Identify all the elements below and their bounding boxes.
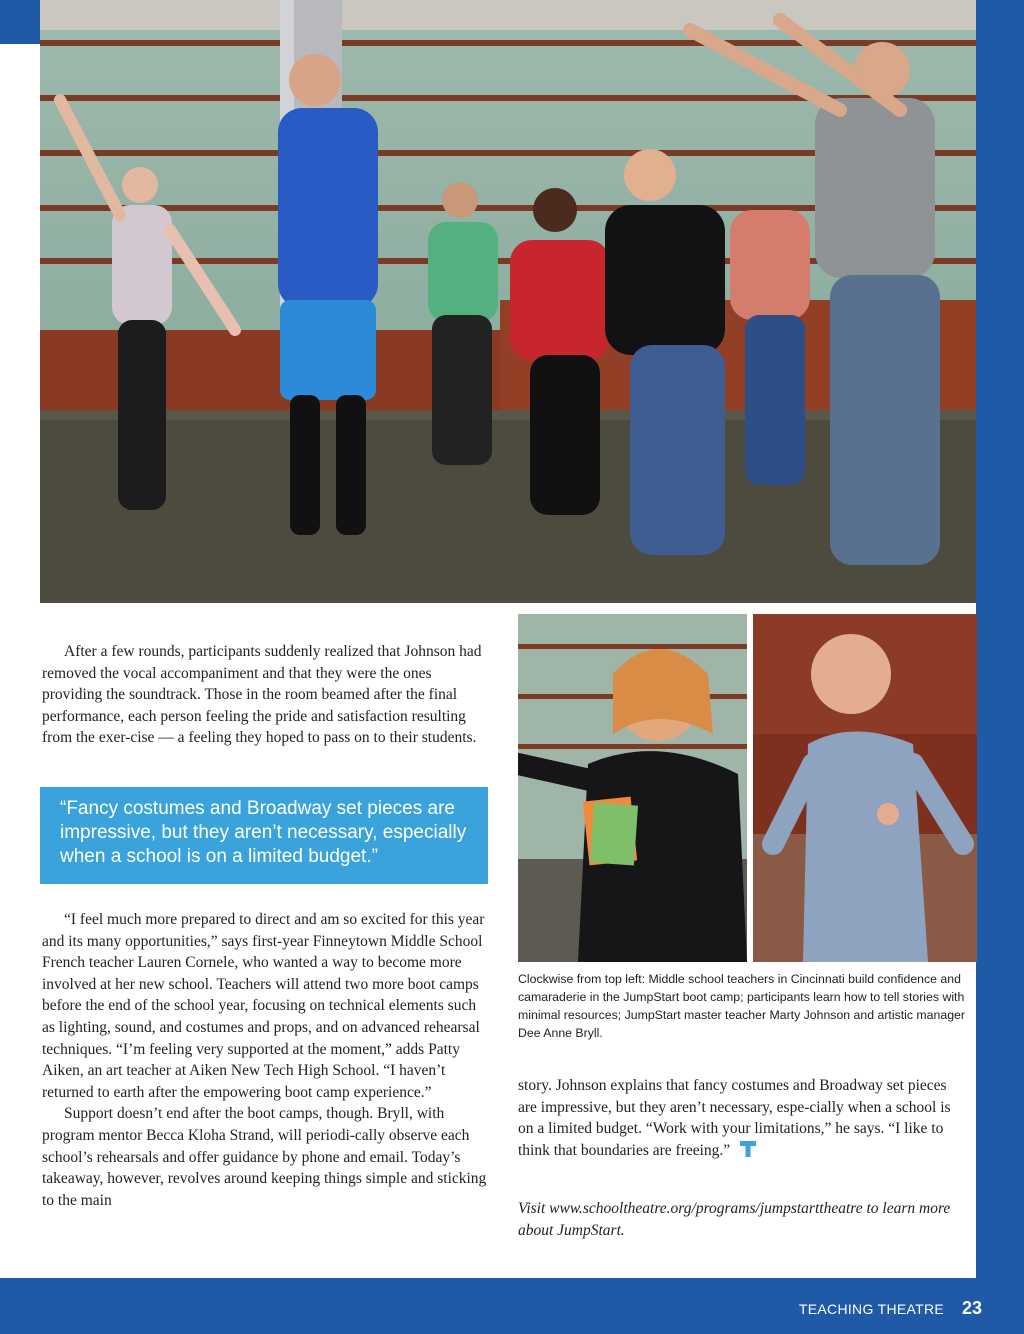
page-number: 23: [961, 1298, 982, 1318]
paragraph-text: “I feel much more prepared to direct and am so excited for this year and its many opportunities,” says first-year Finneytown Middle School French teacher Lauren Cornele, who wanted a way to become more involved at her new school. Teachers will attend two more boot camps before the end of the school year, focusing on technical elements such as lighting, sound, and costumes and props, and on advanced rehearsal techniques. “I’m feeling very supported at the moment,” adds Patty Aiken, an art teacher at Aiken New Tech High School. “I haven’t returned to earth after the empowering boot camp experience.”: [42, 911, 485, 1101]
top-left-color-band: [0, 0, 40, 44]
visit-note: [518, 1198, 958, 1241]
magazine-name: TEACHING THEATRE: [798, 1301, 944, 1317]
body-paragraphs-left-column: [42, 909, 488, 1211]
photo-caption: Clockwise from top left: Middle school teachers in Cincinnati build confidence and camaraderie in the JumpStart boot camp; participants learn how to tell stories with minimal resources; JumpStart master teacher Marty Johnson and artistic manager Dee Anne Bryll.: [518, 972, 965, 1040]
end-of-article-logo-icon: [740, 1141, 756, 1164]
right-edge-color-band: [976, 0, 1024, 1290]
secondary-photo-left: [518, 614, 747, 962]
paragraph-text: story. Johnson explains that fancy costumes and Broadway set pieces are impressive, but they aren’t necessary, espe-cially when a school is on a limited budget. “Work with your limitations,” he says. “I like to think that boundaries are freeing.”: [518, 1077, 951, 1159]
secondary-photo-right: [753, 614, 977, 962]
body-paragraph-1: [42, 641, 488, 749]
visit-text: Visit www.schooltheatre.org/programs/jumpstarttheatre to learn more about JumpStart.: [518, 1200, 951, 1239]
main-photo: [40, 0, 976, 603]
paragraph-text: After a few rounds, participants suddenly realized that Johnson had removed the vocal accompaniment and that they were the ones providing the soundtrack. Those in the room beamed after the final performance, each person feeling the pride and satisfaction resulting from the exer-cise — a feeling they hoped to pass on to their students.: [42, 643, 482, 747]
body-paragraph-right-column: [518, 1075, 958, 1163]
pull-quote: “Fancy costumes and Broadway set pieces are impressive, but they aren’t necessary, especially when a school is on a limited budget.”: [40, 787, 488, 884]
paragraph-text: Support doesn’t end after the boot camps, though. Bryll, with program mentor Becca Kloha Strand, will periodi-cally observe each school’s rehearsals and offer guidance by phone and email. Today’s takeaway, however, revolves around keeping things simple and sticking to the main: [42, 1105, 487, 1209]
